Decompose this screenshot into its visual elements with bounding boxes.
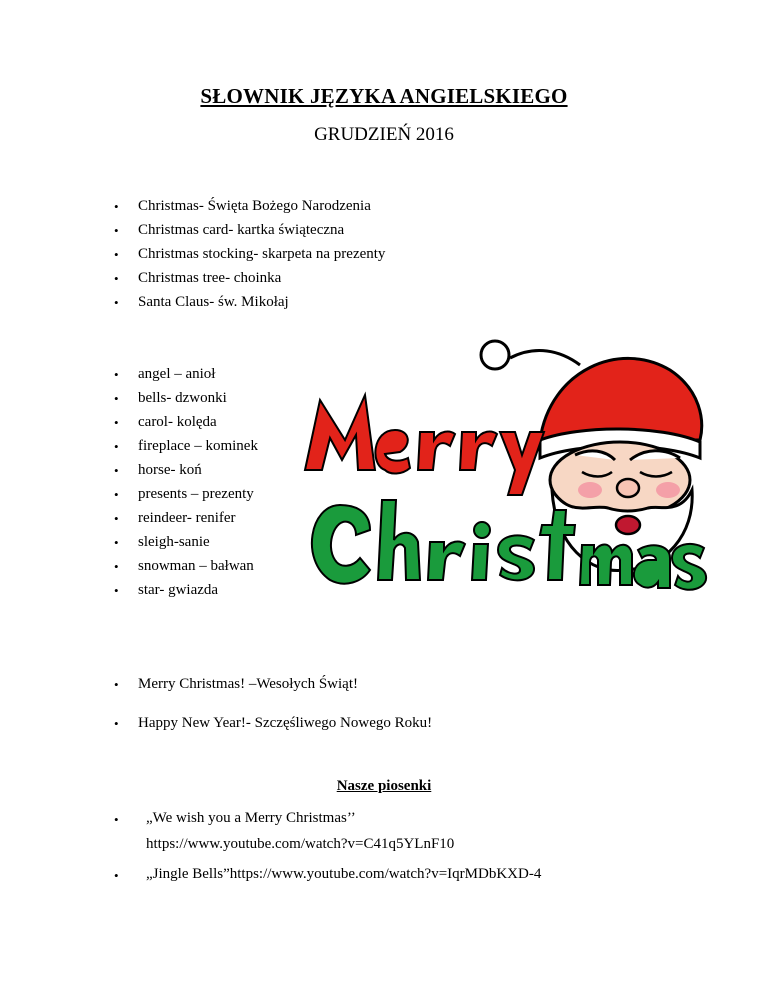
list-item: • Santa Claus- św. Mikołaj [114, 294, 385, 311]
santa-merry-christmas-icon [290, 330, 710, 620]
song-title-link[interactable]: „Jingle Bells”https://www.youtube.com/watch?v=IqrMDbKXD-4 [146, 866, 542, 882]
list-item: • bells- dzwonki [114, 390, 258, 407]
songs-heading: Nasze piosenki [336, 778, 432, 794]
list-item: • Christmas tree- choinka [114, 270, 385, 287]
vocab-list-2 [114, 366, 258, 606]
list-item: • star- gwiazda [114, 582, 258, 599]
bullet-icon: • [114, 812, 119, 827]
list-item: • angel – anioł [114, 366, 258, 383]
document-subtitle: GRUDZIEŃ 2016 [314, 124, 454, 145]
phrases-list [114, 676, 432, 754]
bullet-icon: • [114, 868, 119, 883]
list-item: • Christmas card- kartka świąteczna [114, 222, 385, 239]
list-item: • sleigh-sanie [114, 534, 258, 551]
list-item: • carol- kolęda [114, 414, 258, 431]
list-item: • reindeer- renifer [114, 510, 258, 527]
list-item: • Christmas- Święta Bożego Narodzenia [114, 198, 385, 215]
list-item: • Happy New Year!- Szczęśliwego Nowego Roku! [114, 715, 432, 732]
vocab-list-1 [114, 198, 385, 318]
list-item: • horse- koń [114, 462, 258, 479]
list-item: • Christmas stocking- skarpeta na prezenty [114, 246, 385, 263]
list-item: • Merry Christmas! –Wesołych Świąt! [114, 676, 432, 693]
list-item: • fireplace – kominek [114, 438, 258, 455]
list-item: • snowman – bałwan [114, 558, 258, 575]
document-title: SŁOWNIK JĘZYKA ANGIELSKIEGO [200, 84, 568, 108]
song-link[interactable]: https://www.youtube.com/watch?v=C41q5YLnF10 [146, 836, 455, 852]
song-title: „We wish you a Merry Christmas’’ [146, 810, 356, 826]
list-item: • presents – prezenty [114, 486, 258, 503]
